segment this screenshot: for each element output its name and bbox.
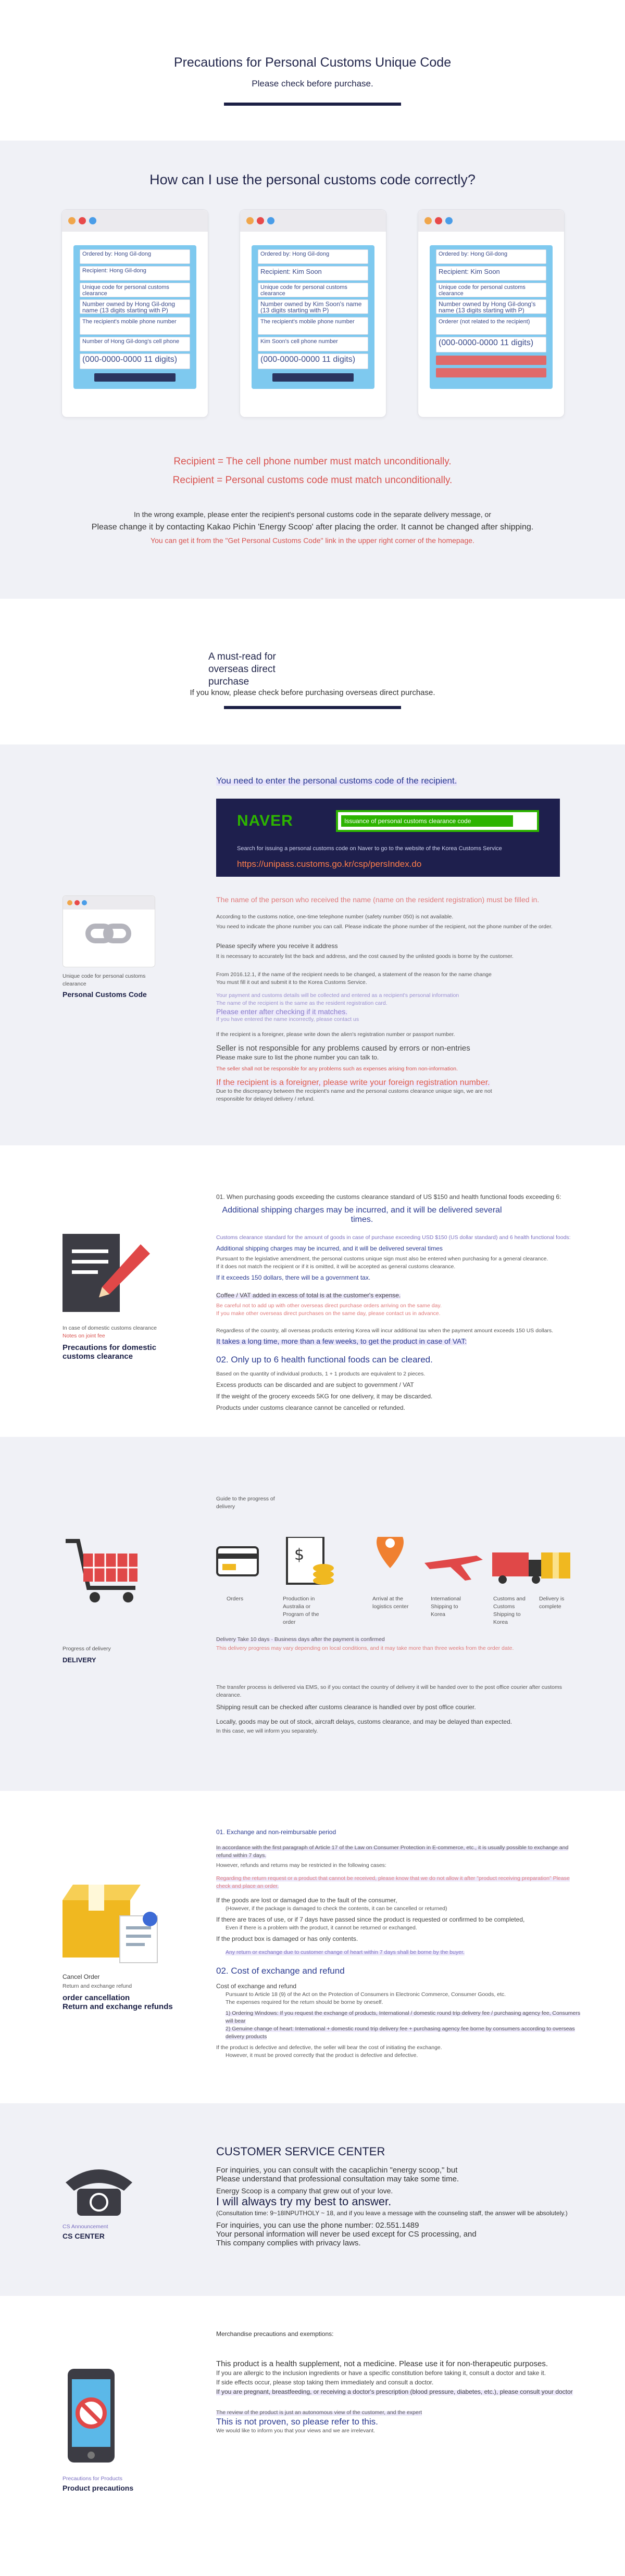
product-side: Precautions for Products Product precautions <box>63 2369 188 2492</box>
card-icon <box>217 1547 258 1575</box>
form-mockup-1: Ordered by: Hong Gil-dong Recipient: Hong Gil-dong Unique code for personal customs clearance Number owned by Hong Gil-dong name (13 digits starting with P) The recipient's mobile phone number Number of Hong Gil-dong's cell phone (000-0000-0000 11 digits) <box>73 245 196 389</box>
cs-heading: CUSTOMER SERVICE CENTER <box>216 2145 385 2158</box>
note-1: In the wrong example, please enter the recipient's personal customs code in the separate delivery message, or <box>134 510 491 519</box>
phone-prohibited-icon <box>63 2369 120 2468</box>
domestic-heading-2: 02. Only up to 6 health functional foods can be cleared. <box>216 1355 433 1365</box>
customs-code-section <box>0 744 625 1145</box>
delivery-section <box>0 1437 625 1791</box>
example-card-1 <box>61 209 208 418</box>
title-underline <box>224 103 401 106</box>
customs-code-content: You need to enter the personal customs code of the recipient. NAVER Issuance of personal customs clearance code Search for issuing a personal customs code on Naver to go to the website of the Korea Customs Service https://unipass.customs.go.kr/csp/persIndex.do The name of the person who received the name (name on the resident registration) must be filled in. According to the customs notice, one-time telephone number (safety number 050) is not available. You need to indicate the phone number you can call. Please indicate the phone number of the recipient, not the phone number of the order. Please specify where you receive it address It is necessary to accurately list the back and address, and the cost caused by the unlisted goods is borne by the customer. From 2016.12.1, if the name of the recipient needs to be changed, a statement of the reason for the name change You must fill it out and submit it to the Korea Customs Service. Your payment and customs details will be collected and entered as a recipient's personal information The name of the recipient is the same as the resident registration card. Please enter after checking if it matches. If you have entered the name incorrectly, please contact us If the recipient is a foreigner, please write down the alien's registration number or passport number. Seller is not responsible for any problems caused by errors or non-entries Please make sure to list the phone number you can talk to. The seller shall not be responsible for any problems such as expenses arising from non-information. If the recipient is a foreigner, please write your foreign registration number. Due to the discrepancy between the recipient's name and the personal customs clearance unique sign, we are not responsible for delayed delivery / refund. <box>216 776 581 1103</box>
side-title: CS CENTER <box>63 2232 105 2240</box>
mustread-title: A must-read for overseas direct purchase <box>208 651 276 687</box>
package-box-icon <box>63 1879 167 1968</box>
howto-title: How can I use the personal customs code correctly? <box>149 172 476 187</box>
page-title: Precautions for Personal Customs Unique Code <box>173 55 452 70</box>
mustread-section <box>0 599 625 744</box>
link-illustration <box>63 895 155 967</box>
domestic-content: 01. When purchasing goods exceeding the customs clearance standard of US $150 and health functional foods exceeding 6: Additional shipping charges may be incurred, and it will be delivered several times. Customs clearance standard for the amount of goods in case of purchase exceeding USD $150 (US dollar standard) and 6 health functional foods: Additional shipping charges may be incurred, and it will be delivered several times Pursuant to the legislative amendment, the personal customs unique sign must also be entered when purchasing for a general clearance. If it does not match the recipient or if it is omitted, it will be accepted as general customs clearance. If it exceeds 150 dollars, there will be a government tax. Coffee / VAT added in excess of total is at the customer's expense. Be careful not to add up with other overseas direct purchase orders arriving on the same day. If you make other overseas direct purchases on the same day, please contact us in advance. Regardless of the country, all overseas products entering Korea will incur additional tax when the payment amount exceeds 150 US dollars. It takes a long time, more than a few weeks, to get the product in case of VAT: 02. Only up to 6 health functional foods can be cleared. Based on the quantity of individual products, 1 + 1 products are equivalent to 2 pieces. Excess products can be discarded and are subject to government / VAT If the weight of the grocery exceeds 5KG for one delivery, it may be discarded. Products under customs clearance cannot be cancelled or refunded. <box>216 1192 581 1412</box>
delivery-steps: $ Orders Production in Australia or Program of the order Arrival at the logistics center International Shipping to Korea Customs and Customs Shipping to Korea Delivery is complete <box>216 1526 581 1625</box>
cancel-heading-1: 01. Exchange and non-reimbursable period <box>216 1828 336 1836</box>
shopping-cart-icon <box>63 1531 146 1614</box>
cs-center-section <box>0 2103 625 2296</box>
form-mockup-3: Ordered by: Hong Gil-dong Recipient: Kim Soon Unique code for personal customs clearance Number owned by Hong Gil-dong's name (13 digits starting with P) Orderer (not related to the recipient) (000-0000-0000 11 digits) <box>430 245 553 389</box>
cs-content: CUSTOMER SERVICE CENTER For inquiries, you can consult with the cacaplichin "energy scoop," but Please understand that professional consultation may take some time. Energy Scoop is a company that grew out of your love. I will always try my best to answer. (Consultation time: 9~18INPUTHOLY ~ 18, and if you leave a message with the counseling staff, the answer will be absolutely.) For inquiries, you can use the phone number: 02.551.1489 Your personal information will never be used except for CS processing, and This company complies with privacy laws. <box>216 2145 581 2247</box>
example-card-3 <box>418 209 565 418</box>
cancel-heading-2: 02. Cost of exchange and refund <box>216 1966 345 1976</box>
product-heading: Merchandise precautions and exemptions: <box>216 2330 334 2338</box>
mustread-subtitle: If you know, please check before purchasing overseas direct purchase. <box>190 688 435 697</box>
telephone-icon <box>63 2162 135 2219</box>
product-content: Merchandise precautions and exemptions: This product is a health supplement, not a medicine. Please use it for non-therapeutic purposes. If you are allergic to the inclusion ingredients or have a specific constitution before taking it, consult a doctor and take it. If side effects occur, please stop taking them immediately and consult a doctor. If you are pregnant, breastfeeding, or receiving a doctor's prescription (blood pressure, diabetes, etc.), please consult your doctor The review of the product is just an autonomous view of the customer, and the expert This is not proven, so please refer to this. We would like to inform you that your views and we are irrelevant. <box>216 2329 581 2435</box>
delivery-content: Guide to the progress of delivery $ Orders Production in Australia or Program of the order Arrival at the logistics center International Shipping to Korea Customs and Customs Shipping to Korea Delivery is complete Delivery Take 10 days · Business days after the payment is confirmed This delivery progress may vary depending on local conditions, and it may take more than three weeks from the order date. The transfer process is delivered via EMS, so if you contact the country of delivery it will be handed over to the post office courier after customs clearance. Shipping result can be checked after customs clearance is handled over by post office courier. Locally, goods may be out of stock, aircraft delays, customs clearance, and may be delayed than expected. In this case, we will inform you separately. <box>216 1495 581 1735</box>
header-section <box>0 0 625 141</box>
rule-phone: Recipient = The cell phone number must match unconditionally. <box>173 456 452 467</box>
side-title: Product precautions <box>63 2484 134 2492</box>
example-card-2 <box>240 209 386 418</box>
howto-section <box>0 141 625 599</box>
naver-search-box: Issuance of personal customs clearance code <box>336 810 539 832</box>
airplane-icon <box>424 1556 483 1581</box>
product-precautions-section <box>0 2296 625 2576</box>
cs-phone: For inquiries, you can use the phone number: 02.551.1489 <box>216 2221 419 2230</box>
domestic-clearance-section <box>0 1145 625 1437</box>
note-2: Please change it by contacting Kakao Pichin 'Energy Scoop' after placing the order. It cannot be changed after shipping. <box>91 523 534 532</box>
side-title: DELIVERY <box>63 1656 96 1664</box>
side-title: Precautions for domestic customs clearance <box>63 1343 157 1361</box>
side-title: order cancellation <box>63 1993 130 2002</box>
section-heading: You need to enter the personal customs code of the recipient. <box>216 776 457 786</box>
document-pen-icon <box>63 1229 151 1317</box>
naver-logo: NAVER <box>237 812 293 829</box>
form-mockup-2: Ordered by: Hong Gil-dong Recipient: Kim Soon Unique code for personal customs clearance Number owned by Kim Soon's name (13 digits starting with P) The recipient's mobile phone number Kim Soon's cell phone number (000-0000-0000 11 digits) <box>252 245 374 389</box>
side-title: Personal Customs Code <box>63 990 147 999</box>
cancel-return-section <box>0 1791 625 2103</box>
note-3: You can get it from the "Get Personal Customs Code" link in the upper right corner of the homepage. <box>151 536 474 545</box>
chain-link-icon <box>63 910 155 967</box>
delivery-side: Progress of delivery DELIVERY <box>63 1531 188 1664</box>
page-subtitle: Please check before purchase. <box>252 79 373 89</box>
customs-code-side: Unique code for personal customs clearance Personal Customs Code <box>63 895 188 999</box>
svg-text:$: $ <box>294 1546 305 1564</box>
truck-icon <box>492 1552 529 1576</box>
parcel-box-icon <box>539 1547 576 1584</box>
cancel-content: 01. Exchange and non-reimbursable period In accordance with the first paragraph of Article 17 of the Law on Consumer Protection in E-commerce, etc., it is usually possible to exchange and refund within 7 days. However, refunds and returns may be restricted in the following cases: Regarding the return request or a product that cannot be received, please know that we do not allow it after "product receiving preparation" Please check and place an order. If the goods are lost or damaged due to the fault of the consumer, (However, if the package is damaged to check the contents, it can be cancelled or returned) If there are traces of use, or if 7 days have passed since the product is requested or confirmed to be completed, Even if there is a problem with the product, it cannot be returned or exchanged. If the product box is damaged or has only contents. Any return or exchange due to customer change of heart within 7 days shall be borne by the buyer. 02. Cost of exchange and refund Cost of exchange and refund Pursuant to Article 18 (9) of the Act on the Protection of Consumers in Electronic Commerce, Consumer Goods, etc. The expenses required for the return should be borne by oneself. 1) Ordering Windows: If you request the exchange of products, International / domestic round trip delivery fee / purchasing agency fee, Consumers will bear 2) Genuine change of heart: International + domestic round trip delivery fee + purchasing agency fee borne by consumers according to overseas delivery products If the product is defective and defective, the seller will bear the cost of initiating the exchange. However, it must be proved correctly that the product is defective and defective. <box>216 1828 581 2059</box>
cancel-side: Cancel Order Return and exchange refund order cancellation Return and exchange refunds <box>63 1879 188 2011</box>
customs-url: https://unipass.customs.go.kr/csp/persIndex.do <box>237 859 422 869</box>
cs-side: CS Announcement CS CENTER <box>63 2162 188 2240</box>
rule-customs-code: Recipient = Personal customs code must match unconditionally. <box>172 475 453 486</box>
domestic-side: In case of domestic customs clearance Notes on joint fee Precautions for domestic customs clearance <box>63 1229 188 1361</box>
naver-search-banner: NAVER Issuance of personal customs clearance code Search for issuing a personal customs code on Naver to go to the website of the Korea Customs Service https://unipass.customs.go.kr/csp/persIndex.do <box>216 799 560 877</box>
